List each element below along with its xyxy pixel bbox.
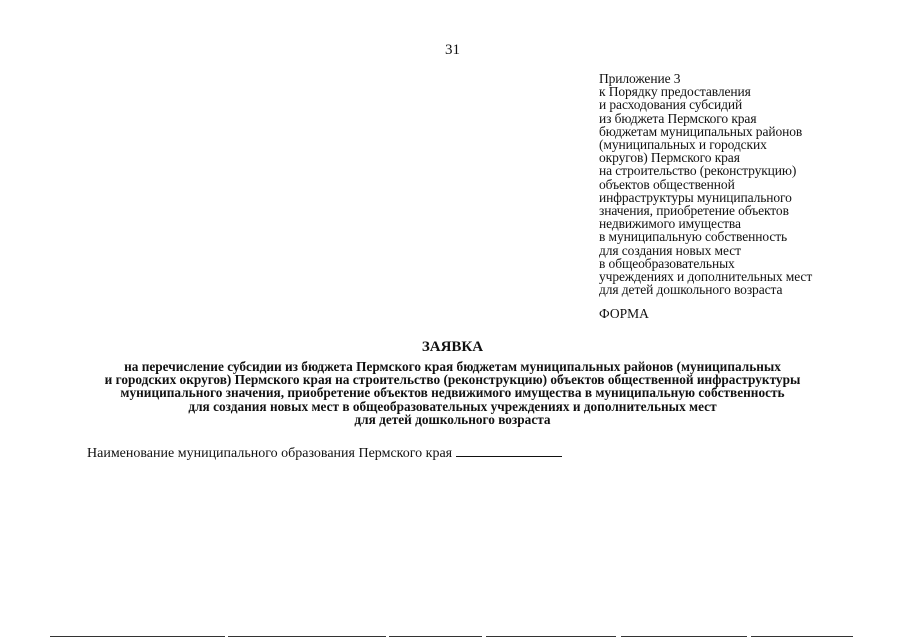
- appendix-line: и расходования субсидий: [599, 97, 743, 113]
- document-subtitle: [0, 360, 905, 426]
- appendix-line: округов) Пермского края: [599, 150, 740, 166]
- appendix-line: в муниципальную собственность: [599, 229, 788, 245]
- bottom-rule: [621, 636, 747, 637]
- appendix-block: [599, 72, 812, 296]
- appendix-line: к Порядку предоставления: [599, 84, 751, 100]
- municipality-row: [87, 443, 562, 462]
- appendix-line: объектов общественной: [599, 176, 735, 192]
- appendix-line: (муниципальных и городских: [599, 137, 767, 153]
- subtitle-line: на перечисление субсидии из бюджета Пермского края бюджетам муниципальных районов (муниципальных: [124, 359, 781, 374]
- appendix-line: Приложение 3: [599, 71, 681, 86]
- appendix-line: для детей дошкольного возраста: [599, 282, 783, 298]
- appendix-line: инфраструктуры муниципального: [599, 189, 792, 205]
- appendix-line: учреждениях и дополнительных мест: [599, 269, 813, 285]
- appendix-line: значения, приобретение объектов: [599, 203, 789, 219]
- bottom-rule: [486, 636, 616, 637]
- appendix-line: бюджетам муниципальных районов: [599, 123, 803, 139]
- appendix-line: в общеобразовательных: [599, 255, 735, 271]
- appendix-line: из бюджета Пермского края: [599, 110, 757, 126]
- form-label: ФОРМА: [599, 306, 649, 321]
- page-number: 31: [445, 42, 460, 58]
- bottom-rule: [228, 636, 386, 637]
- appendix-line: недвижимого имущества: [599, 216, 741, 232]
- subtitle-line: для создания новых мест в общеобразовательных учреждениях и дополнительных мест: [188, 398, 717, 414]
- appendix-line: на строительство (реконструкцию): [599, 163, 797, 179]
- bottom-rule: [389, 636, 482, 637]
- subtitle-line: для детей дошкольного возраста: [354, 411, 551, 427]
- bottom-rule: [50, 636, 225, 637]
- municipality-blank-field[interactable]: [456, 443, 562, 457]
- document-title: ЗАЯВКА: [421, 339, 484, 355]
- municipality-label: Наименование муниципального образования Пермского края: [87, 446, 453, 461]
- subtitle-line: и городских округов) Пермского края на строительство (реконструкцию) объектов общественной инфраструктуры: [104, 372, 801, 388]
- bottom-rule: [751, 636, 853, 637]
- appendix-line: для создания новых мест: [599, 242, 741, 258]
- subtitle-line: муниципального значения, приобретение объектов недвижимого имущества в муниципальную собственность: [120, 385, 785, 401]
